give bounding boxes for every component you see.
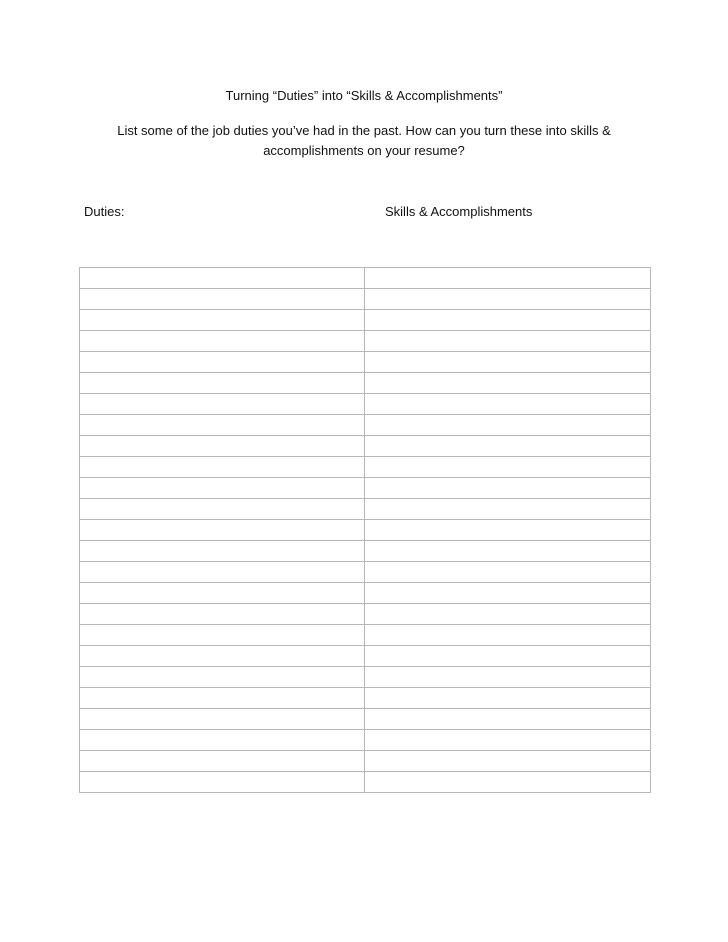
skill-accomplishment-cell[interactable] <box>365 625 651 646</box>
duty-cell[interactable] <box>80 310 365 331</box>
skill-accomplishment-cell[interactable] <box>365 751 651 772</box>
table-row <box>80 772 651 793</box>
duty-cell[interactable] <box>80 268 365 289</box>
table-row <box>80 646 651 667</box>
duty-cell[interactable] <box>80 499 365 520</box>
duty-cell[interactable] <box>80 583 365 604</box>
duties-label: Duties: <box>84 204 125 219</box>
duty-cell[interactable] <box>80 478 365 499</box>
duty-cell[interactable] <box>80 436 365 457</box>
skill-accomplishment-cell[interactable] <box>365 604 651 625</box>
skill-accomplishment-cell[interactable] <box>365 541 651 562</box>
duties-skills-table <box>79 267 651 793</box>
skill-accomplishment-cell[interactable] <box>365 709 651 730</box>
skill-accomplishment-cell[interactable] <box>365 457 651 478</box>
skill-accomplishment-cell[interactable] <box>365 415 651 436</box>
skill-accomplishment-cell[interactable] <box>365 289 651 310</box>
skill-accomplishment-cell[interactable] <box>365 310 651 331</box>
duty-cell[interactable] <box>80 373 365 394</box>
duty-cell[interactable] <box>80 331 365 352</box>
skills-accomplishments-label: Skills & Accomplishments <box>385 204 533 219</box>
table-row <box>80 562 651 583</box>
skill-accomplishment-cell[interactable] <box>365 688 651 709</box>
skill-accomplishment-cell[interactable] <box>365 667 651 688</box>
table-row <box>80 352 651 373</box>
table-row <box>80 604 651 625</box>
duty-cell[interactable] <box>80 352 365 373</box>
duty-cell[interactable] <box>80 667 365 688</box>
table-row <box>80 541 651 562</box>
table-row <box>80 268 651 289</box>
table-row <box>80 436 651 457</box>
duty-cell[interactable] <box>80 688 365 709</box>
table-body <box>80 268 651 793</box>
skill-accomplishment-cell[interactable] <box>365 730 651 751</box>
skill-accomplishment-cell[interactable] <box>365 268 651 289</box>
table-row <box>80 331 651 352</box>
skill-accomplishment-cell[interactable] <box>365 646 651 667</box>
skill-accomplishment-cell[interactable] <box>365 373 651 394</box>
duty-cell[interactable] <box>80 625 365 646</box>
table-row <box>80 688 651 709</box>
duty-cell[interactable] <box>80 772 365 793</box>
duty-cell[interactable] <box>80 541 365 562</box>
duty-cell[interactable] <box>80 457 365 478</box>
skill-accomplishment-cell[interactable] <box>365 436 651 457</box>
duty-cell[interactable] <box>80 751 365 772</box>
skill-accomplishment-cell[interactable] <box>365 499 651 520</box>
table-row <box>80 310 651 331</box>
duty-cell[interactable] <box>80 289 365 310</box>
skill-accomplishment-cell[interactable] <box>365 352 651 373</box>
duty-cell[interactable] <box>80 394 365 415</box>
table-row <box>80 667 651 688</box>
duty-cell[interactable] <box>80 646 365 667</box>
table-row <box>80 415 651 436</box>
page-title: Turning “Duties” into “Skills & Accomplishments” <box>225 88 503 103</box>
table-row <box>80 751 651 772</box>
skill-accomplishment-cell[interactable] <box>365 331 651 352</box>
table-row <box>80 730 651 751</box>
table-row <box>80 394 651 415</box>
table-row <box>80 625 651 646</box>
duty-cell[interactable] <box>80 562 365 583</box>
table-row <box>80 583 651 604</box>
skill-accomplishment-cell[interactable] <box>365 394 651 415</box>
skill-accomplishment-cell[interactable] <box>365 562 651 583</box>
skill-accomplishment-cell[interactable] <box>365 478 651 499</box>
duty-cell[interactable] <box>80 730 365 751</box>
instructions-text: List some of the job duties you’ve had in the past. How can you turn these into skills & accomplishments on your resume? <box>117 123 611 158</box>
skill-accomplishment-cell[interactable] <box>365 772 651 793</box>
table-row <box>80 520 651 541</box>
duty-cell[interactable] <box>80 520 365 541</box>
table-row <box>80 289 651 310</box>
table-row <box>80 457 651 478</box>
table-row <box>80 478 651 499</box>
skill-accomplishment-cell[interactable] <box>365 520 651 541</box>
duty-cell[interactable] <box>80 415 365 436</box>
duty-cell[interactable] <box>80 709 365 730</box>
table-row <box>80 373 651 394</box>
duty-cell[interactable] <box>80 604 365 625</box>
table-row <box>80 709 651 730</box>
skill-accomplishment-cell[interactable] <box>365 583 651 604</box>
table-row <box>80 499 651 520</box>
